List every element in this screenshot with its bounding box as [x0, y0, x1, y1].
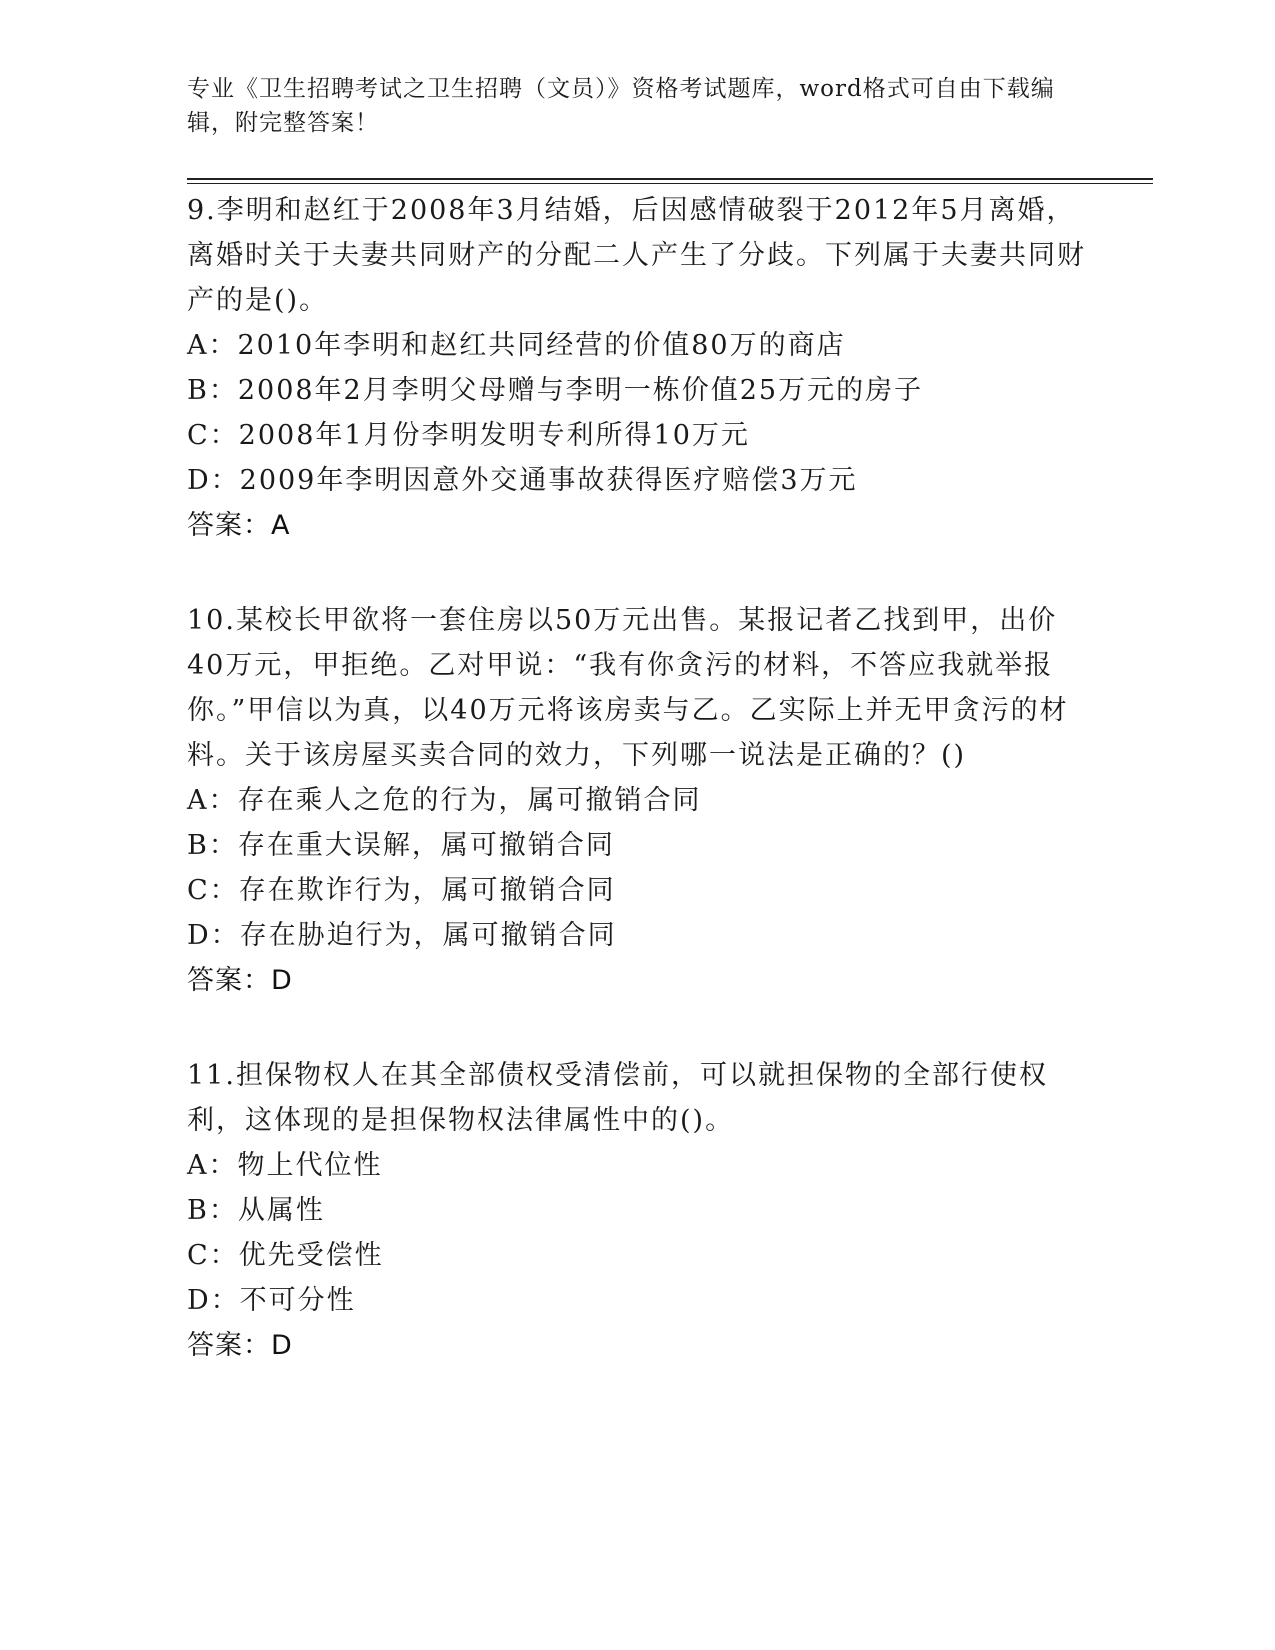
question-stem: 10.某校长甲欲将一套住房以50万元出售。某报记者乙找到甲，出价40万元，甲拒绝。乙对甲说：“我有你贪污的材料，不答应我就举报你。”甲信以为真，以40万元将该房卖与乙。乙实际上并无甲贪污的材料。关于该房屋买卖合同的效力，下列哪一说法是正确的？()	[187, 605, 1069, 771]
header-rule-thin	[187, 183, 1153, 184]
option-a: A：物上代位性	[187, 1150, 383, 1181]
option-list	[187, 778, 1087, 958]
answer: 答案：D	[187, 965, 293, 996]
page-header: 专业《卫生招聘考试之卫生招聘（文员）》资格考试题库，word格式可自由下载编辑，附完整答案！	[187, 76, 1055, 136]
option-list	[187, 1143, 1087, 1323]
answer: 答案：A	[187, 510, 291, 541]
header-rule-thick	[187, 178, 1153, 180]
option-c: C：存在欺诈行为，属可撤销合同	[187, 875, 616, 906]
option-d: D：2009年李明因意外交通事故获得医疗赔偿3万元	[187, 465, 858, 496]
question-list	[187, 188, 1087, 1368]
option-a: A：存在乘人之危的行为，属可撤销合同	[187, 785, 702, 816]
question-10	[187, 598, 1087, 1003]
option-b: B：从属性	[187, 1195, 325, 1226]
question-stem: 11.担保物权人在其全部债权受清偿前，可以就担保物的全部行使权利，这体现的是担保物权法律属性中的()。	[187, 1060, 1048, 1136]
option-b: B：2008年2月李明父母赠与李明一栋价值25万元的房子	[187, 375, 924, 406]
option-d: D：存在胁迫行为，属可撤销合同	[187, 920, 617, 951]
question-stem: 9.李明和赵红于2008年3月结婚，后因感情破裂于2012年5月离婚，离婚时关于夫妻共同财产的分配二人产生了分歧。下列属于夫妻共同财产的是()。	[187, 195, 1086, 316]
option-list	[187, 323, 1087, 503]
option-b: B：存在重大误解，属可撤销合同	[187, 830, 615, 861]
option-a: A：2010年李明和赵红共同经营的价值80万的商店	[187, 330, 846, 361]
option-d: D：不可分性	[187, 1285, 356, 1316]
question-9	[187, 188, 1087, 548]
option-c: C：2008年1月份李明发明专利所得10万元	[187, 420, 750, 451]
question-11	[187, 1053, 1087, 1368]
answer: 答案：D	[187, 1330, 293, 1361]
option-c: C：优先受偿性	[187, 1240, 384, 1271]
